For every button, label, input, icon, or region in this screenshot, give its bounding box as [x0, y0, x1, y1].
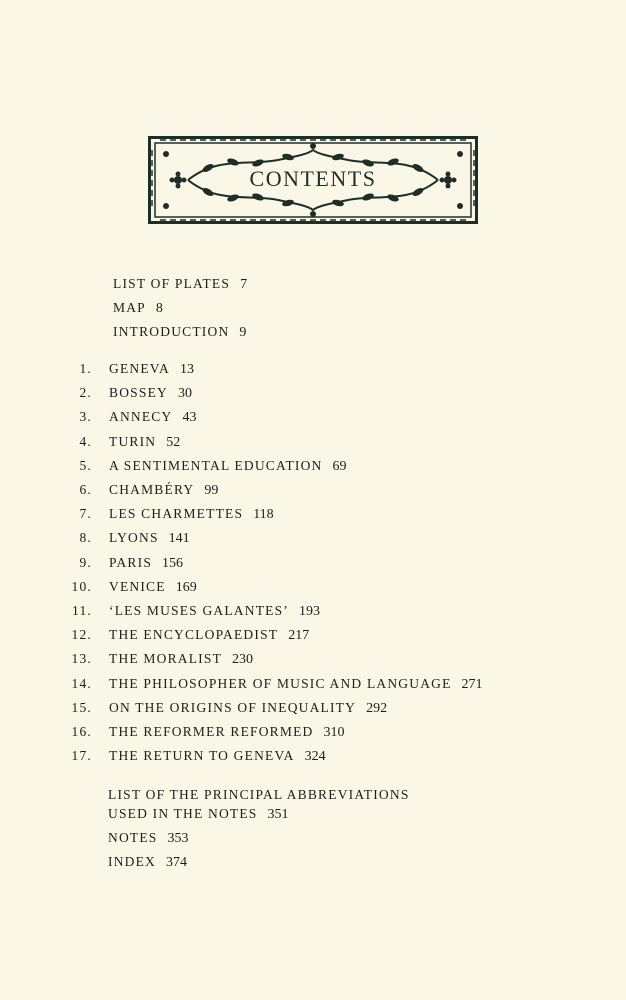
- contents-heading: CONTENTS: [249, 166, 377, 191]
- toc-entry-title: BOSSEY: [109, 385, 168, 401]
- toc-entry-page: 324: [304, 749, 326, 765]
- toc-entry-page: 230: [232, 652, 254, 668]
- toc-entry-title-wrap: [109, 700, 387, 717]
- toc-entry-page: 156: [162, 555, 184, 571]
- toc-entry-list-of-plates[interactable]: [113, 276, 247, 293]
- toc-entry-title-wrap: [109, 724, 344, 741]
- toc-entry-title: THE RETURN TO GENEVA: [109, 748, 295, 764]
- toc-entry-title-wrap: [109, 434, 180, 451]
- chapter-number: 8.: [79, 530, 92, 546]
- toc-entry-title: ON THE ORIGINS OF INEQUALITY: [109, 699, 357, 715]
- toc-entry-page: 8: [155, 301, 163, 316]
- chapter-number: 17.: [71, 748, 92, 764]
- chapter-number: 7.: [79, 506, 92, 522]
- chapter-number: 16.: [71, 724, 92, 739]
- toc-entry-page: 310: [323, 725, 345, 740]
- toc-entry-page: 30: [177, 386, 192, 402]
- chapter-number: 11.: [72, 603, 92, 618]
- toc-entry-title: MAP: [113, 300, 146, 315]
- toc-entry-title: PARIS: [109, 554, 153, 570]
- toc-entry-notes[interactable]: [108, 830, 189, 847]
- toc-entry-title: CHAMBÉRY: [109, 482, 195, 497]
- contents-heading-frame: [148, 136, 478, 224]
- chapter-number: 6.: [79, 482, 92, 497]
- toc-entry-title-wrap: [109, 579, 197, 596]
- toc-entry-page: 193: [299, 604, 321, 619]
- chapter-number: 15.: [71, 699, 92, 715]
- toc-entry-page: 351: [267, 807, 289, 822]
- toc-entry-title: GENEVA: [109, 361, 170, 376]
- toc-entry-title: LIST OF THE PRINCIPAL ABBREVIATIONS: [108, 787, 410, 802]
- chapter-number: 3.: [79, 409, 92, 425]
- toc-entry-title-wrap: [109, 651, 253, 668]
- toc-entry-title: THE REFORMER REFORMED: [109, 724, 314, 739]
- toc-entry-title: LES CHARMETTES: [109, 506, 244, 522]
- toc-entry-title: A SENTIMENTAL EDUCATION: [109, 457, 323, 473]
- toc-entry-title: ANNECY: [109, 409, 173, 425]
- toc-entry-title-wrap: [109, 385, 192, 402]
- toc-entry-page: 9: [239, 325, 247, 340]
- toc-entry-page: 271: [461, 676, 483, 692]
- chapter-number: 14.: [71, 675, 92, 691]
- toc-entry-abbreviations[interactable]: [108, 787, 410, 803]
- toc-entry-index[interactable]: [108, 854, 187, 871]
- toc-entry-page: 374: [166, 855, 187, 870]
- toc-entry-title: INDEX: [108, 854, 156, 869]
- toc-entry-title: TURIN: [109, 433, 157, 449]
- toc-entry-map[interactable]: [113, 300, 163, 317]
- toc-entry-title-wrap: [109, 458, 347, 475]
- chapter-number: 4.: [79, 433, 92, 449]
- toc-entry-title-wrap: [109, 409, 196, 426]
- chapter-number: 10.: [71, 578, 92, 594]
- toc-entry-page: 217: [288, 628, 310, 644]
- toc-entry-title-wrap: [109, 555, 183, 572]
- chapter-number: 13.: [71, 651, 92, 667]
- toc-entry-title: THE ENCYCLOPAEDIST: [109, 627, 279, 643]
- toc-entry-page: 353: [167, 831, 189, 846]
- toc-entry-title: VENICE: [109, 578, 166, 594]
- toc-entry-page: 292: [366, 700, 388, 716]
- toc-entry-abbreviations-cont[interactable]: [108, 806, 289, 823]
- toc-entry-title: NOTES: [108, 830, 158, 845]
- toc-entry-title-wrap: [109, 748, 326, 765]
- toc-entry-title: LIST OF PLATES: [113, 276, 231, 291]
- toc-entry-title: THE MORALIST: [109, 651, 223, 667]
- toc-entry-title-wrap: [109, 506, 274, 523]
- chapter-number: 2.: [79, 385, 92, 401]
- toc-entry-page: 7: [240, 277, 248, 292]
- toc-entry-page: 52: [166, 434, 181, 450]
- toc-entry-title: USED IN THE NOTES: [108, 806, 258, 821]
- chapter-number: 9.: [79, 554, 92, 570]
- toc-entry-page: 69: [332, 458, 347, 474]
- toc-entry-page: 99: [204, 483, 219, 498]
- toc-entry-page: 43: [182, 410, 197, 426]
- toc-entry-title-wrap: [109, 482, 218, 499]
- toc-entry-title-wrap: [109, 603, 320, 620]
- toc-entry-title-wrap: [109, 627, 309, 644]
- toc-entry-title-wrap: [109, 676, 483, 693]
- toc-entry-title: THE PHILOSOPHER OF MUSIC AND LANGUAGE: [109, 675, 452, 691]
- toc-entry-title-wrap: [109, 530, 190, 547]
- chapter-number: 5.: [79, 457, 92, 473]
- chapter-number: 12.: [71, 627, 92, 643]
- toc-entry-page: 141: [168, 531, 190, 547]
- toc-entry-introduction[interactable]: [113, 324, 246, 341]
- toc-entry-title: ‘LES MUSES GALANTES’: [109, 603, 290, 618]
- toc-entry-page: 169: [175, 579, 197, 595]
- toc-entry-title: LYONS: [109, 530, 159, 546]
- toc-entry-page: 13: [179, 362, 194, 377]
- toc-entry-title-wrap: [109, 361, 194, 378]
- chapter-number: 1.: [79, 361, 92, 376]
- toc-entry-page: 118: [253, 507, 274, 523]
- toc-entry-title: INTRODUCTION: [113, 324, 230, 339]
